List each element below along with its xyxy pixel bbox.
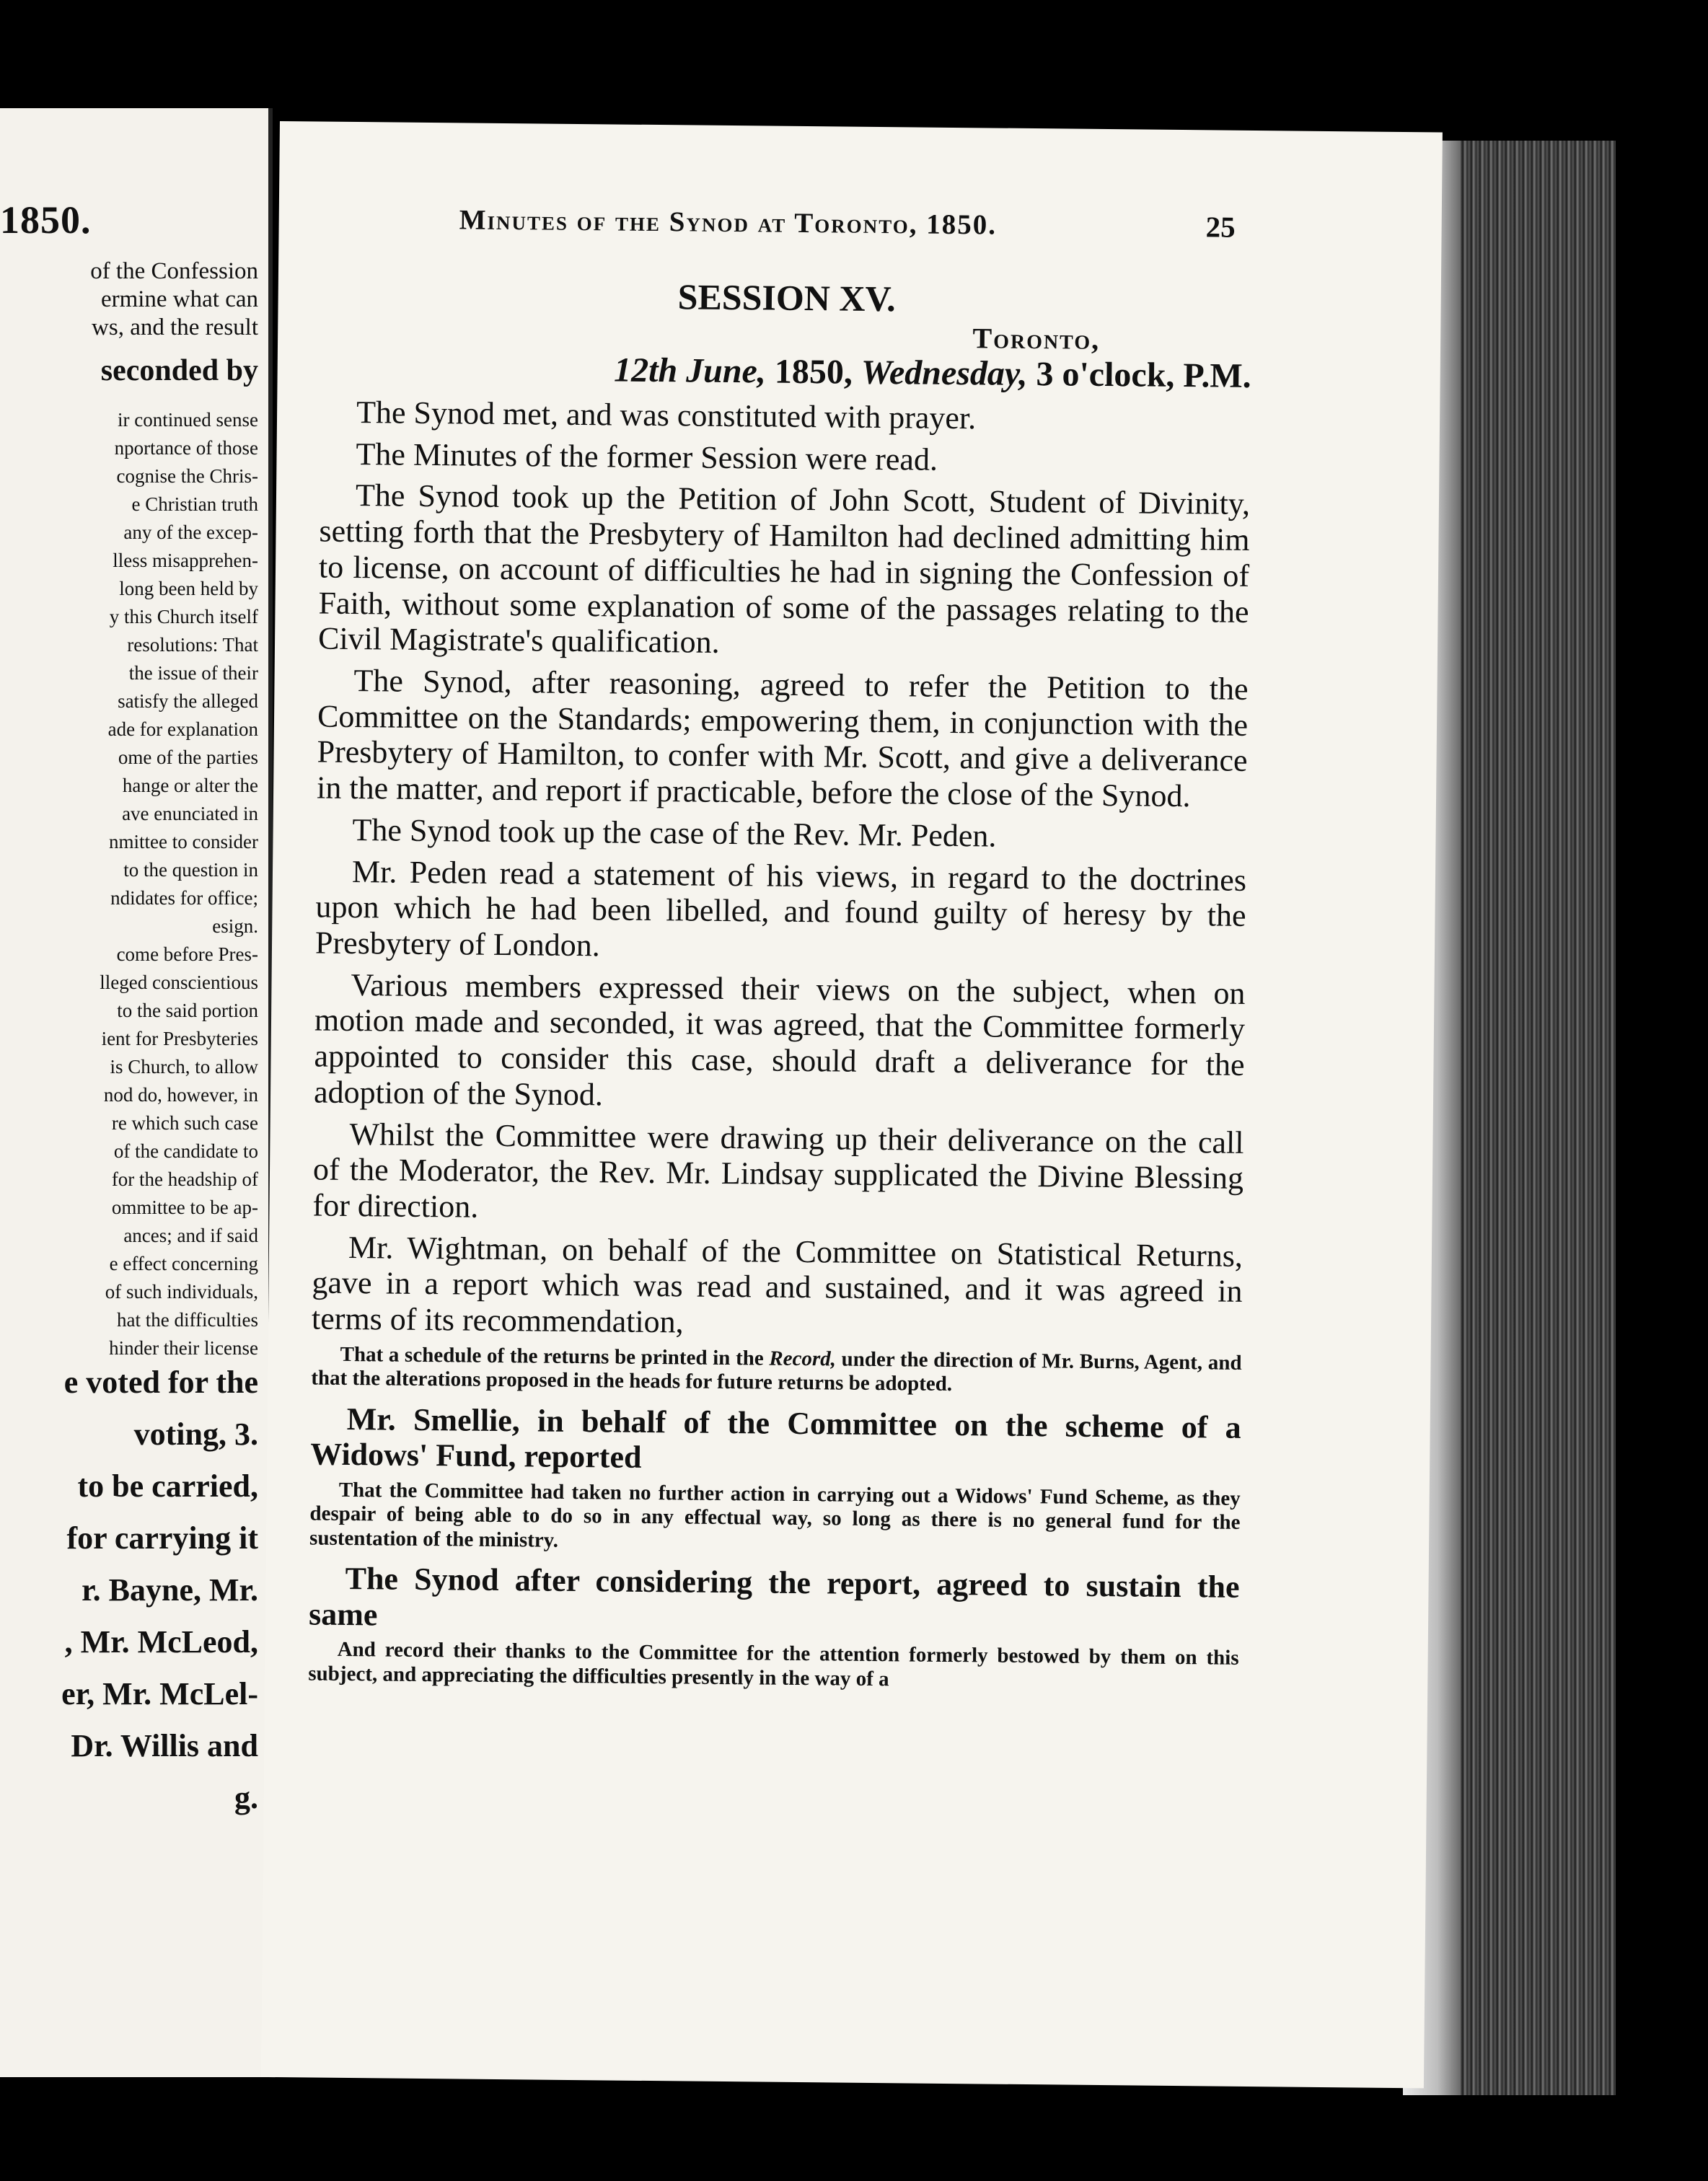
left-page-line: satisfy the alleged [118, 690, 258, 712]
left-page-line: ient for Presbyteries [101, 1028, 258, 1049]
left-page-line: come before Pres- [116, 943, 258, 965]
left-page-line: long been held by [119, 578, 258, 599]
left-page-line: to the question in [123, 859, 258, 881]
left-page-line: ermine what can [100, 286, 258, 312]
left-page-text [0, 260, 258, 1834]
paragraph: Whilst the Committee were drawing up their deliverance on the call of the Moderator, the Rev. Mr. Lindsay supplicated the Divine Blessing for direction. [312, 1116, 1244, 1225]
note-text: That a schedule of the returns be printed in the [340, 1342, 770, 1370]
left-page-line: ome of the parties [118, 746, 258, 768]
left-page-line: lless misapprehen- [113, 550, 258, 571]
left-page-line: any of the excep- [123, 521, 258, 543]
left-page-line: seconded by [100, 354, 258, 387]
left-page-line: for carrying it [66, 1520, 258, 1556]
left-page-line: voting, 3. [133, 1416, 258, 1452]
left-page-line: e Christian truth [131, 493, 258, 515]
paragraph: The Synod, after reasoning, agreed to refer the Petition to the Committee on the Standards; empowering them, in conjunction with the Presbytery of Hamilton, to confer with Mr. Scott, and give a deliverance in the matter, and report if practicable, before the close of the Synod. [316, 662, 1249, 814]
left-page-line: for the headship of [111, 1168, 258, 1190]
resolution-note: And record their thanks to the Committee for the attention formerly bestowed by them on this subject, and appreciating the difficulties presently in the way of a [308, 1638, 1239, 1691]
left-page-line: ommittee to be ap- [111, 1197, 258, 1218]
paragraph: Mr. Wightman, on behalf of the Committee on Statistical Returns, gave in a report which was read and sustained, and it was agreed in terms of its recommendation, [311, 1229, 1243, 1340]
left-page-line: to the said portion [117, 1000, 258, 1021]
page-content [308, 273, 1252, 1705]
left-page-line: Dr. Willis and [71, 1728, 258, 1763]
left-page-line: ances; and if said [123, 1225, 258, 1246]
left-page-line: of the candidate to [113, 1140, 258, 1162]
main-page [261, 121, 1443, 2088]
left-page-line: esign. [212, 915, 258, 937]
left-page-line: er, Mr. McLel- [61, 1676, 258, 1711]
left-page-line: e effect concerning [109, 1253, 258, 1274]
left-page-header: 1850. [0, 198, 92, 242]
left-page-line: hange or alter the [122, 775, 258, 796]
left-page-line: nod do, however, in [103, 1084, 258, 1106]
left-page-line: ave enunciated in [122, 803, 258, 824]
note-italic: Record, [769, 1347, 837, 1371]
resolution-note [311, 1342, 1242, 1399]
left-page-line: nmittee to consider [109, 831, 258, 852]
session-title: SESSION XV. [677, 276, 896, 320]
left-page-line: to be carried, [77, 1468, 258, 1504]
date-year: 1850, [765, 352, 862, 392]
left-page-line: cognise the Chris- [116, 465, 258, 487]
note-text: under the direction of Mr. Burns, Agent, and that the alterations proposed in the heads for future returns be adopted. [311, 1347, 1242, 1396]
paragraph: The Synod after considering the report, agreed to sustain the same [308, 1561, 1240, 1633]
left-page-line: is Church, to allow [110, 1056, 258, 1078]
date-weekday: Wednesday, [860, 353, 1028, 393]
left-page-line: lleged conscientious [100, 971, 258, 993]
paragraph: The Minutes of the former Session were read. [356, 436, 938, 477]
left-page-line: ws, and the result [92, 314, 258, 340]
left-page-line: resolutions: That [127, 634, 258, 656]
left-page-line: of the Confession [90, 258, 258, 284]
left-page-line: ade for explanation [107, 718, 258, 740]
left-page-line: the issue of their [128, 662, 258, 684]
left-page [0, 108, 273, 2077]
resolution-note: That the Committee had taken no further action in carrying out a Widows' Fund Scheme, as they despair of being able to do so in any effectual way, so long as there is no general fund for the sustentation of the ministry. [309, 1478, 1241, 1552]
paragraph: Mr. Peden read a statement of his views, in regard to the doctrines upon which he had been libelled, and found guilty of heresy by the Presbytery of London. [314, 853, 1247, 964]
running-head: Minutes of the Synod at Toronto, 1850. [459, 204, 998, 241]
paragraph: Mr. Smellie, in behalf of the Committee on the scheme of a Widows' Fund, reported [310, 1401, 1241, 1476]
left-page-line: y this Church itself [109, 606, 258, 627]
left-page-line: e voted for the [63, 1365, 258, 1400]
left-page-line: ndidates for office; [110, 887, 258, 909]
left-page-line: , Mr. McLeod, [64, 1624, 258, 1660]
left-page-line: hinder their license [109, 1337, 258, 1359]
paragraph: Various members expressed their views on the subject, when on motion made and seconded, it was agreed, that the Committee formerly appointed to consider this case, should draft a deliverance for the adoption of the Synod. [313, 966, 1246, 1113]
left-page-line: re which such case [111, 1112, 258, 1134]
paragraph: The Synod took up the Petition of John Scott, Student of Divinity, setting forth that the Presbytery of Hamilton had declined admitting him to license, on account of difficulties he had in signing the Confession of Faith, without some explanation of some of the passages relating to the Civil Magistrate's qualification. [317, 477, 1251, 661]
left-page-line: of such individuals, [105, 1281, 258, 1303]
left-page-line: hat the difficulties [117, 1309, 258, 1331]
date-day: 12th June, [613, 351, 767, 391]
paragraph: The Synod took up the case of the Rev. Mr. Peden. [352, 811, 997, 854]
page-number: 25 [1205, 210, 1236, 244]
date-line [320, 348, 1251, 396]
paragraph: The Synod met, and was constituted with prayer. [356, 394, 977, 436]
left-page-line: nportance of those [114, 437, 258, 459]
place-heading: Toronto, [972, 321, 1101, 356]
left-page-line: g. [234, 1780, 258, 1815]
left-page-line: r. Bayne, Mr. [82, 1572, 258, 1608]
date-time: 3 o'clock, P.M. [1027, 354, 1251, 395]
left-page-line: ir continued sense [118, 409, 258, 431]
